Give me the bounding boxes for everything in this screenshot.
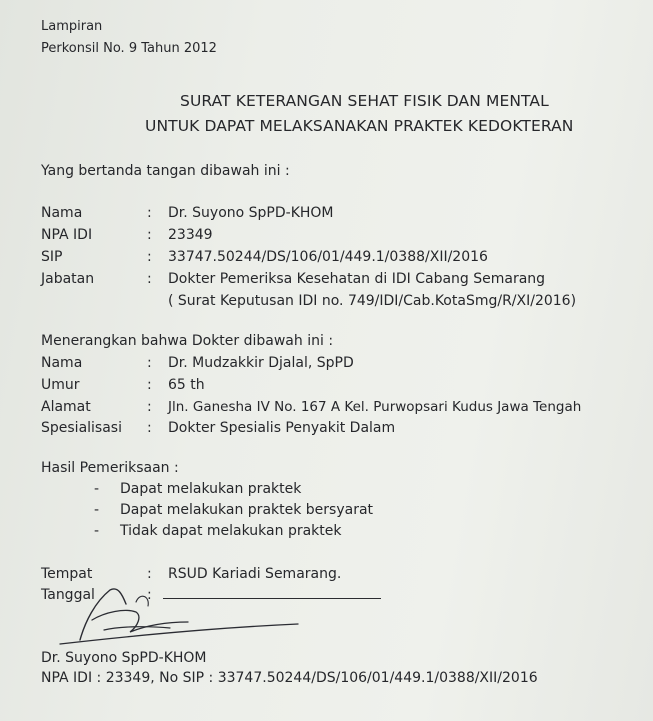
result-option bbox=[94, 480, 594, 500]
signer-nama-value: Dr. Suyono SpPD-KHOM bbox=[168, 205, 334, 221]
doctor-alamat-value: Jln. Ganesha IV No. 167 A Kel. Purwopsari Kudus Jawa Tengah bbox=[168, 399, 582, 415]
intro-text: Yang bertanda tangan dibawah ini : bbox=[41, 163, 290, 179]
signer-nama-row bbox=[41, 204, 641, 224]
result-option bbox=[94, 522, 594, 542]
colon: : bbox=[147, 249, 152, 265]
result-option-label: Dapat melakukan praktek bersyarat bbox=[120, 502, 374, 518]
signer-npa-value: 23349 bbox=[168, 227, 213, 243]
footer-signer-name: Dr. Suyono SpPD-KHOM bbox=[41, 650, 207, 666]
doctor-spesialisasi-value: Dokter Spesialis Penyakit Dalam bbox=[168, 420, 396, 436]
colon: : bbox=[147, 377, 152, 393]
signer-sip-value: 33747.50244/DS/106/01/449.1/0388/XII/2016 bbox=[168, 249, 488, 265]
signer-npa-row bbox=[41, 226, 641, 246]
result-option-label: Dapat melakukan praktek bbox=[120, 481, 302, 497]
result-option-label: Tidak dapat melakukan praktek bbox=[120, 523, 342, 539]
signer-nama-label: Nama bbox=[41, 205, 83, 221]
colon: : bbox=[147, 271, 152, 287]
doctor-spesialisasi-label: Spesialisasi bbox=[41, 420, 122, 436]
signer-jabatan-value: Dokter Pemeriksa Kesehatan di IDI Cabang Semarang bbox=[168, 271, 546, 287]
signer-sip-row bbox=[41, 248, 641, 268]
document-title-line2: UNTUK DAPAT MELAKSANAKAN PRAKTEK KEDOKTERAN bbox=[145, 117, 574, 135]
doctor-umur-row bbox=[41, 376, 641, 396]
bullet-dash: - bbox=[94, 502, 100, 518]
doctor-alamat-row bbox=[41, 398, 641, 418]
signer-npa-label: NPA IDI bbox=[41, 227, 93, 243]
footer-signer-ids: NPA IDI : 23349, No SIP : 33747.50244/DS/106/01/449.1/0388/XII/2016 bbox=[41, 670, 538, 686]
colon: : bbox=[147, 227, 152, 243]
result-option bbox=[94, 501, 594, 521]
colon: : bbox=[147, 205, 152, 221]
signer-jabatan-note: ( Surat Keputusan IDI no. 749/IDI/Cab.KotaSmg/R/XI/2016) bbox=[168, 293, 577, 309]
doctor-nama-row bbox=[41, 354, 641, 374]
handwritten-signature bbox=[40, 582, 310, 652]
tempat-label: Tempat bbox=[41, 566, 93, 582]
colon: : bbox=[147, 399, 152, 415]
statement-text: Menerangkan bahwa Dokter dibawah ini : bbox=[41, 333, 334, 349]
header-perkonsil: Perkonsil No. 9 Tahun 2012 bbox=[41, 41, 217, 56]
colon: : bbox=[147, 587, 152, 603]
signer-jabatan-label: Jabatan bbox=[41, 271, 95, 287]
doctor-umur-label: Umur bbox=[41, 377, 80, 393]
signer-sip-label: SIP bbox=[41, 249, 63, 265]
bullet-dash: - bbox=[94, 481, 100, 497]
tanggal-label: Tanggal bbox=[41, 587, 95, 603]
colon: : bbox=[147, 355, 152, 371]
signer-jabatan-row bbox=[41, 270, 641, 290]
colon: : bbox=[147, 566, 152, 582]
results-heading: Hasil Pemeriksaan : bbox=[41, 460, 179, 476]
doctor-nama-value: Dr. Mudzakkir Djalal, SpPD bbox=[168, 355, 354, 371]
colon: : bbox=[147, 420, 152, 436]
doctor-alamat-label: Alamat bbox=[41, 399, 91, 415]
tempat-value: RSUD Kariadi Semarang. bbox=[168, 566, 342, 582]
document-title-line1: SURAT KETERANGAN SEHAT FISIK DAN MENTAL bbox=[180, 92, 549, 110]
doctor-spesialisasi-row bbox=[41, 419, 641, 439]
header-lampiran: Lampiran bbox=[41, 19, 103, 34]
bullet-dash: - bbox=[94, 523, 100, 539]
doctor-nama-label: Nama bbox=[41, 355, 83, 371]
doctor-umur-value: 65 th bbox=[168, 377, 205, 393]
